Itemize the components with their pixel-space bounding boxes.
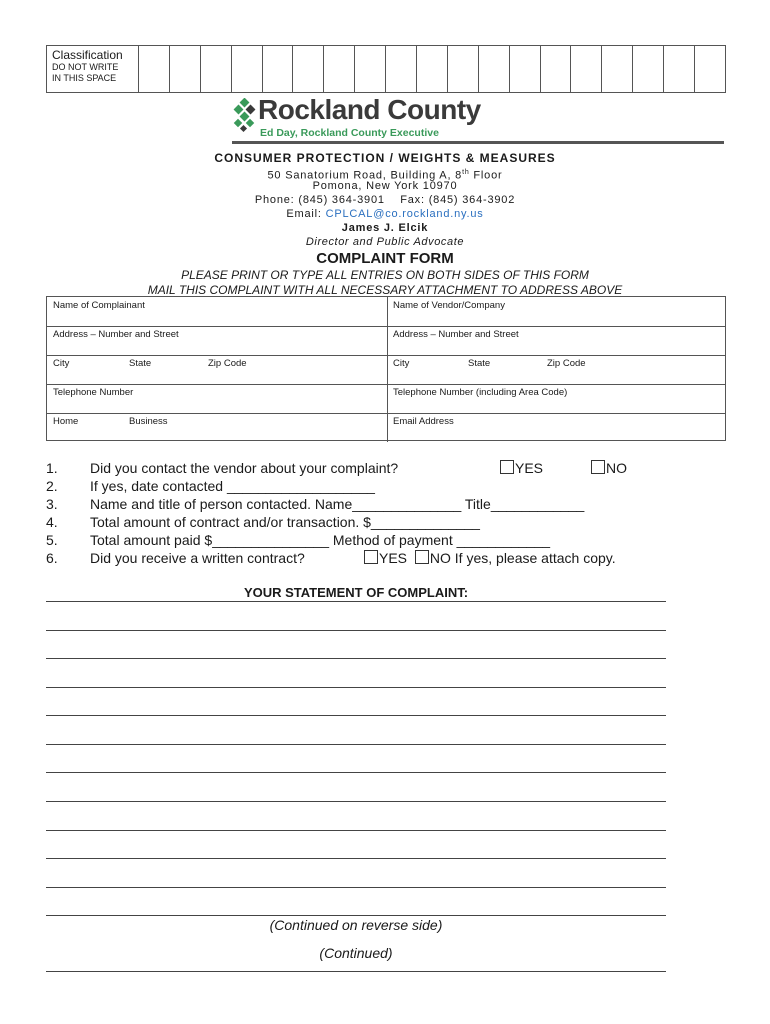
floor-text: Floor [469,169,503,182]
field-label: Address – Number and Street [393,329,519,340]
question-number: 1. [46,460,58,476]
table-row [47,413,725,442]
classification-box [46,45,726,93]
classification-cell[interactable] [633,46,664,92]
field-label: State [468,358,491,369]
field-label: Business [129,416,168,427]
complainant-address-field[interactable] [47,326,388,355]
no-label: NO [606,460,627,476]
no-label: NO [429,550,451,566]
phone-number: Phone: (845) 364-3901 [254,194,385,206]
classification-cell[interactable] [324,46,355,92]
classification-note-2: IN THIS SPACE [52,73,117,83]
classification-cell[interactable] [201,46,232,92]
complainant-name-field[interactable] [47,297,388,326]
question-number: 4. [46,514,58,530]
writing-line[interactable] [46,858,666,859]
field-label: Email Address [393,416,454,427]
writing-line[interactable] [46,630,666,631]
classification-cell[interactable] [571,46,602,92]
instruction-mail: MAIL THIS COMPLAINT WITH ALL NECESSARY ATTACHMENT TO ADDRESS ABOVE [147,283,623,297]
classification-cell[interactable] [448,46,479,92]
amount-paid-field[interactable]: Total amount paid $_______________ Method of payment ____________ [90,532,551,548]
classification-cell[interactable] [479,46,510,92]
q6-options [364,549,616,567]
field-label: Address – Number and Street [53,329,179,340]
checkbox-icon[interactable] [591,460,605,474]
field-label: Home [53,416,79,427]
question-text: Did you receive a written contract? [90,550,305,566]
classification-cell[interactable] [695,46,725,92]
field-label: Name of Complainant [53,300,145,311]
email-label: Email: [286,208,326,220]
header-divider [232,141,724,144]
checkbox-icon[interactable] [500,460,514,474]
field-label: Name of Vendor/Company [393,300,505,311]
logo-name: Rockland County [258,94,481,125]
continued-reverse-note: (Continued on reverse side) [269,917,443,933]
attach-note: If yes, please attach copy. [450,550,616,566]
writing-line[interactable] [46,687,666,688]
question-number: 3. [46,496,58,512]
q6-yes-option[interactable] [364,550,407,566]
complainant-vendor-table [46,296,726,441]
phone-fax-line [0,194,770,207]
field-label: City [393,358,410,369]
vendor-city-state-zip-field[interactable] [387,355,725,384]
q6-no-option[interactable] [415,550,451,566]
field-label: Telephone Number (including Area Code) [393,387,568,398]
vendor-telephone-field[interactable] [387,384,725,413]
classification-cell[interactable] [664,46,695,92]
classification-cell[interactable] [541,46,572,92]
complainant-telephone-field[interactable] [47,384,388,413]
writing-line[interactable] [46,658,666,659]
field-label: City [53,358,70,369]
person-contacted-field[interactable]: Name and title of person contacted. Name______________ Title____________ [90,496,585,512]
email-line [0,208,770,221]
date-contacted-field[interactable]: If yes, date contacted ___________________ [90,478,375,494]
checkbox-icon[interactable] [415,550,429,564]
classification-cell[interactable] [293,46,324,92]
table-row [47,297,725,327]
question-number: 2. [46,478,58,494]
field-label: Zip Code [208,358,247,369]
instruction-print: PLEASE PRINT OR TYPE ALL ENTRIES ON BOTH SIDES OF THIS FORM [181,268,589,282]
question-number: 5. [46,532,58,548]
classification-cell[interactable] [417,46,448,92]
rockland-diamond-icon [232,98,258,134]
fax-number: Fax: (845) 364-3902 [400,194,516,206]
department-title: CONSUMER PROTECTION / WEIGHTS & MEASURES [214,151,556,165]
continued-note: (Continued) [319,945,393,961]
street-address-text: 50 Sanatorium Road, Building A, 8 [267,169,463,182]
table-row [47,384,725,414]
q1-no-option[interactable] [591,459,627,477]
writing-line[interactable] [46,744,666,745]
classification-label-cell [47,46,139,92]
question-text: Did you contact the vendor about your complaint? [90,460,399,476]
classification-cell[interactable] [355,46,386,92]
email-link[interactable]: CPLCAL@co.rockland.ny.us [325,208,484,220]
q1-yes-option[interactable] [500,459,543,477]
table-row [47,355,725,385]
form-title: COMPLAINT FORM [316,250,454,267]
classification-cell[interactable] [510,46,541,92]
floor-superscript: th [462,169,470,176]
writing-line[interactable] [46,715,666,716]
contract-amount-field[interactable]: Total amount of contract and/or transaction. $______________ [90,514,480,530]
county-logo [232,96,502,142]
yes-label: YES [515,460,544,476]
classification-cell[interactable] [263,46,294,92]
question-number: 6. [46,550,58,566]
classification-title: Classification [52,48,123,62]
complainant-city-state-zip-field[interactable] [47,355,388,384]
director-title: Director and Public Advocate [305,236,465,248]
table-row [47,326,725,356]
classification-cell[interactable] [170,46,201,92]
city-line: Pomona, New York 10970 [312,180,458,192]
classification-cell[interactable] [602,46,633,92]
writing-line[interactable] [46,601,666,602]
director-name: James J. Elcik [341,222,429,234]
writing-line[interactable] [46,887,666,888]
vendor-email-field[interactable] [387,413,725,442]
classification-cell[interactable] [232,46,263,92]
classification-cell[interactable] [139,46,170,92]
vendor-name-field[interactable] [387,297,725,326]
vendor-address-field[interactable] [387,326,725,355]
checkbox-icon[interactable] [364,550,378,564]
logo-tagline: Ed Day, Rockland County Executive [260,127,439,139]
classification-note-1: DO NOT WRITE [52,62,119,72]
writing-line[interactable] [46,801,666,802]
field-label: Telephone Number [53,387,134,398]
writing-line[interactable] [46,971,666,972]
statement-title: YOUR STATEMENT OF COMPLAINT: [243,585,469,600]
writing-line[interactable] [46,830,666,831]
home-business-phone-field[interactable] [47,413,388,442]
yes-label: YES [379,550,408,566]
field-label: State [129,358,152,369]
field-label: Zip Code [547,358,586,369]
writing-line[interactable] [46,915,666,916]
classification-cell[interactable] [386,46,417,92]
writing-line[interactable] [46,772,666,773]
